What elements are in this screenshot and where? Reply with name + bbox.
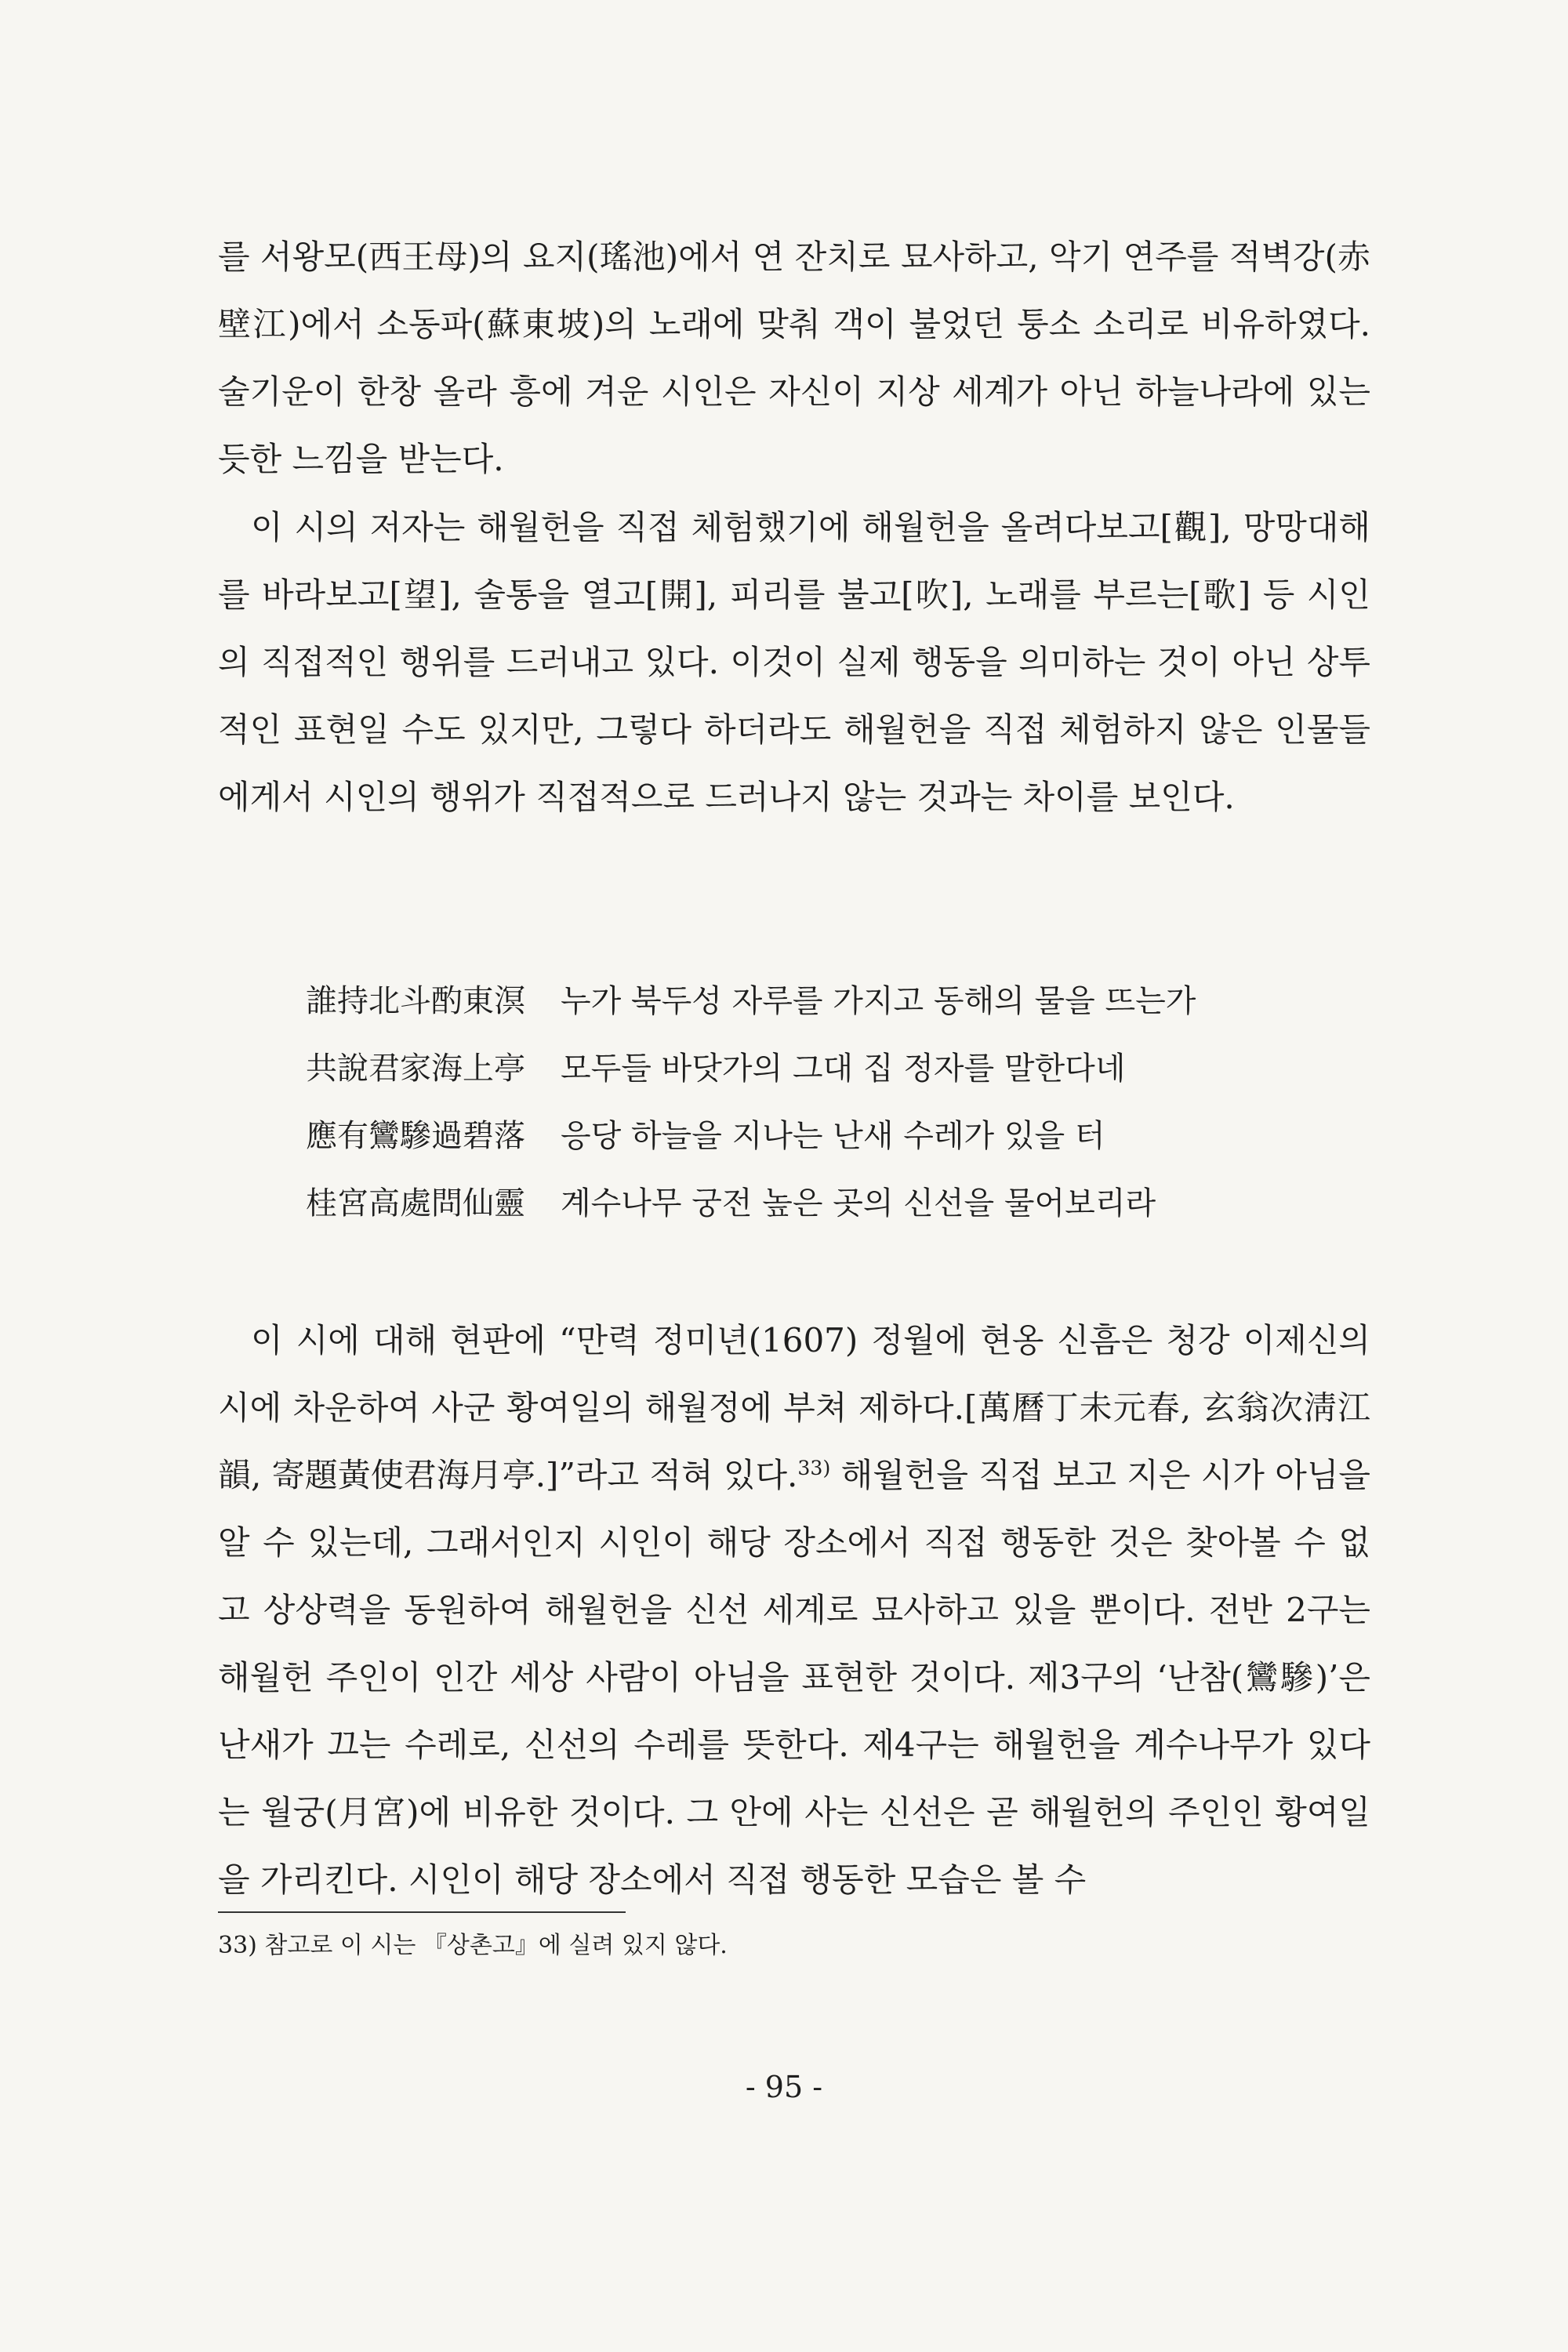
poem-line	[306, 1032, 1325, 1099]
body-paragraph-1: 를 서왕모(西王母)의 요지(瑤池)에서 연 잔치로 묘사하고, 악기 연주를 적벽강(赤壁江)에서 소동파(蘇東坡)의 노래에 맞춰 객이 불었던 퉁소 소리로 비유하였다. 술기운이 한창 올라 흥에 겨운 시인은 자신이 지상 세계가 아닌 하늘나라에 있는 듯한 느낌을 받는다.	[218, 238, 1370, 478]
paragraph-text: 해월헌을 직접 보고 지은 시가 아님을 알 수 있는데, 그래서인지 시인이 해당 장소에서 직접 행동한 것은 찾아볼 수 없고 상상력을 동원하여 해월헌을 신선 세계로 묘사하고 있을 뿐이다. 전반 2구는 해월헌 주인이 인간 세상 사람이 아님을 표현한 것이다. 제3구의 ‘난참(鸞驂)’은 난새가 끄는 수레로, 신선의 수레를 뜻한다. 제4구는 해월헌을 계수나무가 있다는 월궁(月宮)에 비유한 것이다. 그 안에 사는 신선은 곧 해월헌의 주인인 황여일을 가리킨다. 시인이 해당 장소에서 직접 행동한 모습은 볼 수	[218, 1456, 1370, 1899]
poem-hanja: 桂宮高處問仙靈	[306, 1185, 525, 1221]
poem-hanja: 應有鸞驂過碧落	[306, 1117, 525, 1154]
poem-translation: 응당 하늘을 지나는 난새 수레가 있을 터	[561, 1117, 1105, 1154]
poem-hanja: 誰持北斗酌東溟	[306, 982, 525, 1019]
footnote: 33) 참고로 이 시는 『상촌고』에 실려 있지 않다.	[218, 1932, 728, 1959]
paragraph-text: 이 시에 대해 현판에 “만력 정미년(1607) 정월에 현옹 신흠은 청강 이제신의 시에 차운하여 사군 황여일의 해월정에 부쳐 제하다.[萬曆丁未元春, 玄翁次淸江韻, 寄題黃使君海月亭.]”라고 적혀 있다.	[218, 1321, 1370, 1494]
body-paragraph-3	[218, 1307, 1370, 1914]
body-paragraph-2: 이 시의 저자는 해월헌을 직접 체험했기에 해월헌을 올려다보고[觀], 망망대해를 바라보고[望], 술통을 열고[開], 피리를 불고[吹], 노래를 부르는[歌] 등 시인의 직접적인 행위를 드러내고 있다. 이것이 실제 행동을 의미하는 것이 아닌 상투적인 표현일 수도 있지만, 그렇다 하더라도 해월헌을 직접 체험하지 않은 인물들에게서 시인의 행위가 직접적으로 드러나지 않는 것과는 차이를 보인다.	[218, 508, 1370, 816]
poem-block	[306, 964, 1325, 1234]
poem-line	[306, 1167, 1325, 1234]
poem-hanja: 共說君家海上亭	[306, 1050, 525, 1087]
footnote-divider	[218, 1911, 626, 1913]
poem-line	[306, 1099, 1325, 1167]
page-number: - 95 -	[745, 2070, 823, 2104]
poem-line	[306, 964, 1325, 1032]
footnote-reference[interactable]: 33)	[797, 1457, 831, 1479]
poem-translation: 계수나무 궁전 높은 곳의 신선을 물어보리라	[561, 1185, 1156, 1221]
poem-translation: 모두들 바닷가의 그대 집 정자를 말한다네	[561, 1050, 1126, 1087]
poem-translation: 누가 북두성 자루를 가지고 동해의 물을 뜨는가	[561, 982, 1196, 1019]
